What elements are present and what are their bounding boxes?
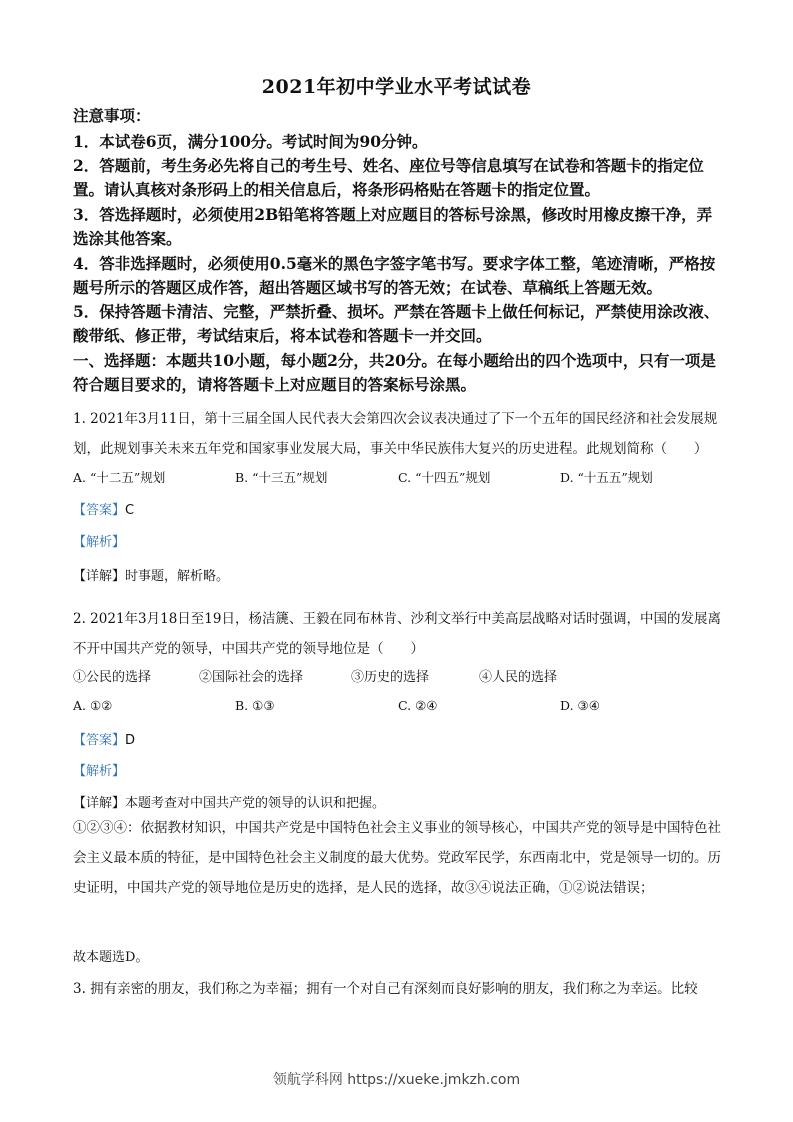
q2-option-a: A. ①②	[73, 698, 113, 713]
q1-detail-line	[73, 565, 723, 584]
q1-option-a: A. “十二五”规划	[73, 470, 166, 485]
notice-item-1: 1．本试卷6页，满分100分。考试时间为90分钟。	[73, 132, 428, 151]
q1-detail-tag: 【详解】	[73, 569, 126, 584]
q2-answer-line	[73, 729, 723, 748]
q2-statement-4: ④人民的选择	[479, 670, 558, 685]
q2-analysis-line	[73, 760, 723, 779]
exam-title: 2021年初中学业水平考试试卷	[261, 76, 532, 98]
q2-detail-line	[73, 792, 723, 811]
q2-conclusion: 故本题选D。	[73, 950, 149, 965]
question-1-stem: 1. 2021年3月11日，第十三届全国人民代表大会第四次会议表决通过了下一个五年的国民经济和社会发展规划，此规划事关未来五年党和国家事业发展大局，事关中华民族伟大复兴的历史进程。此规划简称（ ）	[73, 411, 718, 457]
footer-watermark: 领航学科网 https://xueke.jmkzh.com	[272, 1072, 521, 1088]
notice-heading: 注意事项：	[73, 106, 151, 125]
q2-statement-1: ①公民的选择	[73, 670, 152, 685]
q2-option-b: B. ①③	[235, 698, 275, 713]
q2-option-d: D. ③④	[560, 698, 600, 713]
notice-item-3: 3．答选择题时，必须使用2B铅笔将答题上对应题目的答标号涂黑，修改时用橡皮擦干净，弄选涂其他答案。	[73, 205, 713, 248]
q1-option-b: B. “十三五”规划	[235, 470, 328, 485]
notice-item-4: 4．答非选择题时，必须使用0.5毫米的黑色字签字笔书写。要求字体工整，笔迹清晰，严格按题号所示的答题区成作答，超出答题区域书写的答无效；在试卷、草稿纸上答题无效。	[73, 254, 716, 297]
q1-answer: C	[125, 503, 135, 518]
q1-analysis-line	[73, 531, 723, 550]
q1-option-c: C. “十四五”规划	[398, 470, 491, 485]
question-2-stem: 2. 2021年3月18日至19日，杨洁篪、王毅在同布林肯、沙利文举行中美高层战略对话时强调，中国的发展离不开中国共产党的领导，中国共产党的领导地位是（ ）	[73, 611, 721, 657]
q2-option-c: C. ②④	[398, 698, 438, 713]
section-1-instructions: 一、选择题：本题共10小题，每小题2分，共20分。在每小题给出的四个选项中，只有一项是符合题目要求的，请将答题卡上对应题目的答案标号涂黑。	[73, 351, 716, 394]
q1-option-d: D. “十五五”规划	[560, 470, 653, 485]
q1-analysis-tag: 【解析】	[73, 535, 126, 550]
question-1-options	[73, 468, 723, 492]
q2-answer-tag: 【答案】	[73, 733, 126, 748]
q2-statement-3: ③历史的选择	[351, 670, 430, 685]
q1-detail: 时事题，解析略。	[125, 569, 230, 584]
notice-item-2: 2．答题前，考生务必先将自己的考生号、姓名、座位号等信息填写在试卷和答题卡的指定位置。请认真核对条形码上的相关信息后，将条形码格贴在答题卡的指定位置。	[73, 156, 704, 199]
question-3-stem: 3. 拥有亲密的朋友，我们称之为幸福；拥有一个对自己有深刻而良好影响的朋友，我们称之为幸运。比较	[73, 981, 698, 997]
q2-detail: 本题考查对中国共产党的领导的认识和把握。	[125, 796, 386, 811]
q1-answer-tag: 【答案】	[73, 503, 126, 518]
q2-analysis-tag: 【解析】	[73, 764, 126, 779]
q2-explanation: ①②③④：依据教材知识，中国共产党是中国特色社会主义事业的领导核心，中国共产党的领导是中国特色社会主义最本质的特征，是中国特色社会主义制度的最大优势。党政军民学，东西南北中，党是领导一切的。历史证明，中国共产党的领导地位是历史的选择，是人民的选择，故③④说法正确，①②说法错误；	[73, 820, 721, 896]
notice-item-5: 5．保持答题卡清洁、完整，严禁折叠、损坏。严禁在答题卡上做任何标记，严禁使用涂改液、酸带纸、修正带，考试结束后，将本试卷和答题卡一并交回。	[73, 302, 720, 345]
q2-statement-2: ②国际社会的选择	[199, 670, 304, 685]
q2-answer: D	[125, 733, 136, 748]
q1-answer-line	[73, 499, 723, 518]
question-2-statements	[73, 666, 723, 690]
question-2-options	[73, 698, 723, 722]
q2-detail-tag: 【详解】	[73, 796, 126, 811]
